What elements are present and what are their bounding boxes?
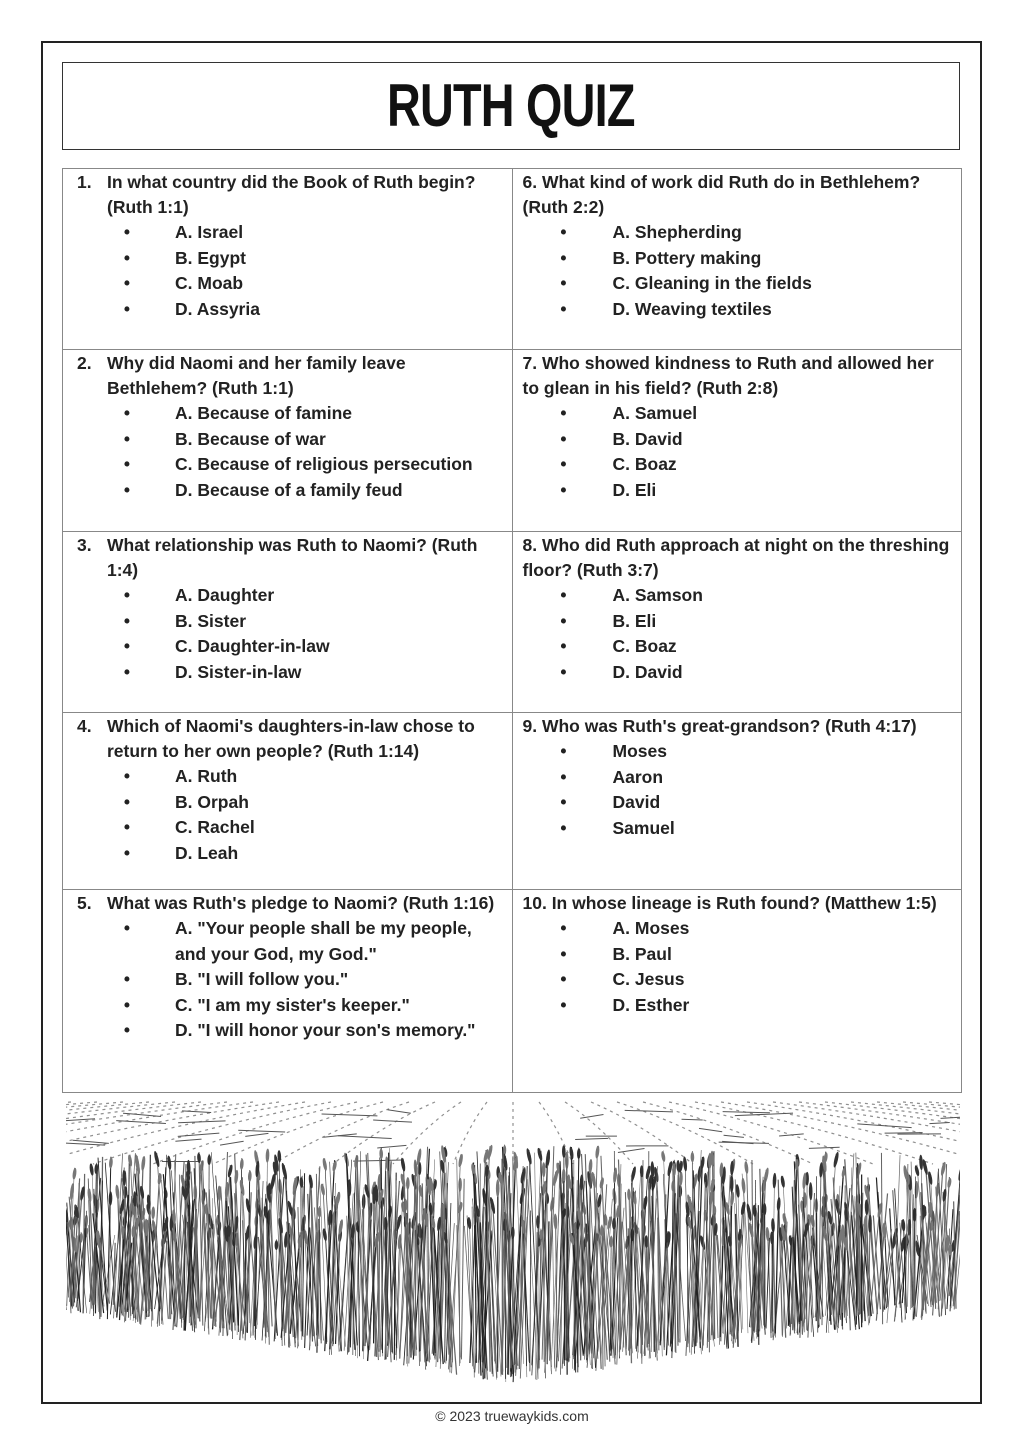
answer-option-text: David (612, 792, 661, 812)
question-cell-3 (63, 532, 513, 713)
bullet-icon: • (560, 792, 567, 812)
bullet-icon: • (123, 247, 131, 268)
answer-option (551, 427, 952, 453)
answer-option (551, 583, 952, 609)
answer-option-text: D. Leah (175, 842, 239, 863)
question-body: Which of Naomi's daughters-in-law chose to return to her own people? (Ruth 1:14) (107, 716, 475, 761)
bullet-icon: • (560, 741, 567, 761)
bullet-icon: • (560, 918, 567, 938)
answer-option-text: C. Daughter-in-law (175, 636, 330, 656)
question-body: What relationship was Ruth to Naomi? (Ruth 1:4) (107, 535, 478, 580)
bullet-icon: • (123, 610, 131, 631)
bullet-icon: • (560, 247, 567, 268)
answer-option (114, 660, 502, 686)
answer-option (114, 916, 502, 967)
answer-option (114, 634, 502, 660)
answer-option (114, 220, 502, 246)
footer-copyright: © 2023 truewaykids.com (435, 1408, 589, 1424)
question-cell-5 (63, 890, 513, 1093)
answer-option-text: B. Because of war (175, 428, 326, 449)
answer-option-text: C. Boaz (612, 636, 677, 656)
question-cell-2 (63, 350, 513, 532)
bullet-icon: • (123, 791, 131, 812)
answer-option-text: A. Because of famine (175, 403, 352, 423)
bullet-icon: • (123, 585, 131, 605)
answer-option-text: D. Sister-in-law (175, 661, 302, 682)
bullet-icon: • (560, 273, 567, 293)
bullet-icon: • (560, 969, 567, 989)
bullet-icon: • (123, 479, 131, 500)
answer-option-text: C. Boaz (612, 454, 677, 474)
bullet-icon: • (560, 585, 567, 605)
question-cell-6 (512, 169, 962, 350)
bullet-icon: • (123, 969, 131, 989)
answer-option (551, 297, 952, 323)
bullet-icon: • (123, 273, 131, 293)
bullet-icon: • (560, 479, 567, 500)
wheat-field-illustration (66, 1094, 960, 1384)
question-text (73, 351, 502, 401)
answer-option-text: B. Orpah (175, 791, 249, 812)
bullet-icon: • (560, 610, 567, 631)
answer-option (114, 452, 502, 478)
question-cell-7 (512, 350, 962, 532)
answer-options (73, 401, 502, 503)
answer-options (523, 739, 952, 841)
answer-option (114, 478, 502, 504)
answer-option-text: Moses (612, 741, 667, 761)
answer-option-text: B. Eli (612, 610, 657, 631)
bullet-icon: • (560, 636, 567, 656)
answer-option (114, 401, 502, 427)
question-text (73, 891, 502, 916)
bullet-icon: • (560, 222, 567, 242)
answer-option (114, 841, 502, 867)
bullet-icon: • (560, 817, 567, 838)
question-number: 3. (77, 535, 92, 555)
answer-option-text: D. "I will honor your son's memory." (175, 1020, 476, 1040)
question-cell-1 (63, 169, 513, 350)
bullet-icon: • (123, 817, 131, 837)
answer-option (551, 609, 952, 635)
bullet-icon: • (560, 454, 567, 474)
quiz-table (62, 168, 962, 1093)
answer-option-text: A. "Your people shall be my people, and your God, my God." (175, 918, 472, 964)
answer-option (114, 609, 502, 635)
answer-options (73, 220, 502, 322)
answer-option-text: B. David (612, 428, 683, 449)
answer-options (523, 401, 952, 503)
answer-option-text: Aaron (612, 766, 664, 787)
answer-option-text: A. Shepherding (612, 222, 742, 242)
title-box (62, 62, 960, 150)
answer-option-text: D. Esther (612, 994, 690, 1015)
question-number: 1. (77, 172, 92, 192)
answer-option-text: D. Eli (612, 479, 657, 500)
answer-option (114, 1018, 502, 1044)
answer-options (73, 583, 502, 685)
bullet-icon: • (123, 766, 131, 786)
answer-options (523, 220, 952, 322)
bullet-icon: • (123, 298, 131, 319)
answer-option (551, 942, 952, 968)
answer-option-text: C. Gleaning in the fields (612, 273, 812, 293)
answer-option-text: C. Rachel (175, 817, 255, 837)
answer-option-text: C. "I am my sister's keeper." (175, 994, 410, 1015)
answer-option (114, 764, 502, 790)
bullet-icon: • (560, 403, 567, 423)
bullet-icon: • (560, 994, 567, 1015)
bullet-icon: • (560, 661, 567, 682)
question-number: 5. (77, 893, 92, 913)
question-cell-8 (512, 532, 962, 713)
page-title: RUTH QUIZ (387, 72, 635, 139)
answer-option-text: B. Paul (612, 943, 672, 964)
bullet-icon: • (123, 1020, 131, 1040)
question-text (73, 533, 502, 583)
question-text (73, 714, 502, 764)
answer-options (523, 916, 952, 1018)
answer-option-text: Samuel (612, 817, 675, 838)
answer-option (551, 478, 952, 504)
answer-option (551, 916, 952, 942)
question-text: 8. Who did Ruth approach at night on the threshing floor? (Ruth 3:7) (522, 535, 950, 580)
answer-option (114, 790, 502, 816)
question-number: 2. (77, 353, 92, 373)
answer-option-text: C. Moab (175, 273, 244, 293)
question-text: 6. What kind of work did Ruth do in Bethlehem? (Ruth 2:2) (522, 172, 921, 217)
answer-options (73, 764, 502, 866)
answer-option (114, 815, 502, 841)
answer-option (114, 297, 502, 323)
answer-option-text: A. Israel (175, 222, 244, 242)
question-body: Why did Naomi and her family leave Bethlehem? (Ruth 1:1) (107, 353, 406, 398)
answer-option (114, 583, 502, 609)
bullet-icon: • (123, 994, 131, 1015)
answer-option (114, 993, 502, 1019)
question-text: 7. Who showed kindness to Ruth and allowed her to glean in his field? (Ruth 2:8) (522, 353, 934, 398)
answer-option-text: D. Assyria (175, 298, 260, 319)
answer-option-text: C. Because of religious persecution (175, 454, 473, 474)
bullet-icon: • (123, 636, 131, 656)
bullet-icon: • (123, 842, 131, 863)
answer-option (551, 790, 952, 816)
answer-options (523, 583, 952, 685)
bullet-icon: • (123, 403, 131, 423)
answer-option (551, 967, 952, 993)
answer-option-text: B. Sister (175, 610, 246, 631)
answer-option (551, 660, 952, 686)
answer-option (551, 401, 952, 427)
bullet-icon: • (560, 298, 567, 319)
answer-option (114, 967, 502, 993)
bullet-icon: • (123, 222, 131, 242)
answer-option-text: A. Samuel (612, 403, 698, 423)
question-number: 4. (77, 716, 92, 736)
answer-option-text: D. Weaving textiles (612, 298, 772, 319)
answer-options (73, 916, 502, 1044)
answer-option-text: A. Moses (612, 918, 690, 938)
answer-option (551, 993, 952, 1019)
answer-option (551, 816, 952, 842)
answer-option (551, 220, 952, 246)
question-cell-4 (63, 713, 513, 890)
question-body: What was Ruth's pledge to Naomi? (Ruth 1:16) (107, 893, 495, 913)
question-cell-9 (512, 713, 962, 890)
answer-option (551, 452, 952, 478)
answer-option (551, 271, 952, 297)
answer-option (551, 246, 952, 272)
answer-option-text: B. "I will follow you." (175, 969, 349, 989)
answer-option-text: A. Ruth (175, 766, 238, 786)
answer-option (114, 271, 502, 297)
answer-option-text: C. Jesus (612, 969, 685, 989)
answer-option (114, 246, 502, 272)
bullet-icon: • (560, 428, 567, 449)
answer-option-text: A. Daughter (175, 585, 275, 605)
answer-option-text: A. Samson (612, 585, 703, 605)
answer-option (551, 739, 952, 765)
answer-option (551, 765, 952, 791)
bullet-icon: • (123, 661, 131, 682)
answer-option (551, 634, 952, 660)
answer-option-text: B. Egypt (175, 247, 246, 268)
bullet-icon: • (123, 428, 131, 449)
answer-option (114, 427, 502, 453)
question-text: 9. Who was Ruth's great-grandson? (Ruth 4:17) (522, 716, 917, 736)
question-text: 10. In whose lineage is Ruth found? (Matthew 1:5) (522, 893, 937, 913)
answer-option-text: B. Pottery making (612, 247, 762, 268)
bullet-icon: • (560, 943, 567, 964)
question-cell-10 (512, 890, 962, 1093)
question-text (73, 170, 502, 220)
bullet-icon: • (123, 918, 131, 938)
question-body: In what country did the Book of Ruth begin? (Ruth 1:1) (107, 172, 476, 217)
answer-option-text: D. Because of a family feud (175, 479, 403, 500)
bullet-icon: • (123, 454, 131, 474)
bullet-icon: • (560, 766, 567, 787)
answer-option-text: D. David (612, 661, 683, 682)
